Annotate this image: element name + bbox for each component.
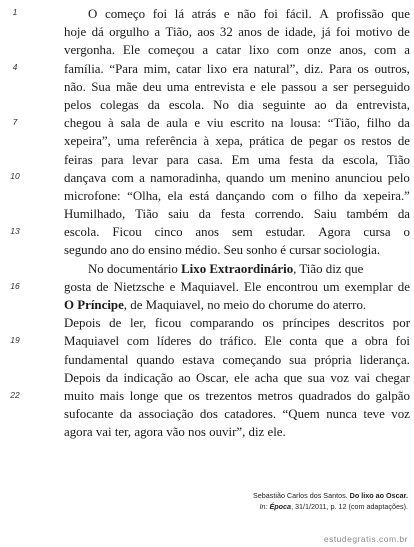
word: xepa, (215, 134, 243, 149)
word: xepeira”, (64, 134, 111, 149)
word: entrevista (194, 79, 245, 94)
word: vai (354, 370, 371, 385)
text-line (64, 96, 410, 114)
word: de (147, 116, 160, 131)
word: foi (263, 7, 278, 21)
word: microfone: (64, 188, 121, 203)
word: profissão (336, 7, 384, 21)
word: e (223, 7, 230, 21)
word: da (105, 370, 119, 385)
text-line (64, 114, 410, 132)
paragraph-1 (64, 5, 410, 260)
text-line (64, 369, 410, 387)
word: levar (132, 152, 158, 167)
word: tráfico. (219, 334, 257, 349)
word: Depois (64, 370, 101, 385)
word: à (203, 134, 210, 149)
word: voz (330, 370, 349, 385)
word: estudar. (265, 225, 306, 240)
word: que (391, 7, 410, 21)
word: da (119, 407, 132, 422)
word: já (321, 25, 331, 40)
word: que (325, 334, 344, 349)
word: lá (174, 7, 185, 21)
word: sem (231, 225, 253, 240)
word: um (323, 279, 340, 294)
word: sua (307, 370, 325, 385)
word: Tião (135, 207, 159, 222)
word: os (262, 316, 274, 331)
word: Ele (122, 43, 141, 58)
word: príncipes (282, 316, 330, 331)
word: uma (166, 79, 189, 94)
line-number-16: 16 (10, 281, 20, 291)
word: filho (313, 188, 338, 203)
word: os (357, 61, 369, 76)
text-line: segundo ano do ensino médio. Seu sonho é cursar sociologia. (64, 243, 381, 258)
word: anos, (339, 43, 367, 58)
word: um (269, 170, 286, 185)
word: Humilhado, (64, 207, 126, 222)
word: Tião, (165, 25, 192, 40)
text-line (64, 23, 410, 41)
word: galpão (375, 388, 410, 403)
word: lixo (206, 61, 227, 76)
word: ficou (154, 316, 182, 331)
word: a (321, 79, 328, 94)
word: metros (257, 388, 293, 403)
word: e (169, 279, 176, 294)
text-line (64, 223, 410, 241)
word: com (111, 170, 134, 185)
word: vergonha. (64, 43, 115, 58)
word: exemplar (344, 279, 393, 294)
word: lixo (248, 43, 270, 58)
line-number-22: 22 (10, 390, 20, 400)
word: não (237, 7, 256, 21)
word: associação (138, 407, 194, 422)
book-title: O Príncipe (64, 298, 124, 312)
word: da (321, 152, 335, 167)
word: Nietzsche (113, 279, 165, 294)
word: namoradinha, (150, 170, 221, 185)
text-line (64, 296, 410, 314)
word: líderes (156, 334, 192, 349)
word: a (202, 43, 209, 58)
word: sufocante (64, 407, 114, 422)
word: a (351, 334, 358, 349)
word: diz. (304, 61, 324, 76)
word: deu (142, 79, 162, 94)
word: a (139, 170, 145, 185)
word: trezentos (205, 388, 252, 403)
word: sala (120, 116, 141, 131)
word: não. (64, 79, 86, 94)
word: lousa: (290, 116, 321, 131)
word: longe (129, 388, 159, 403)
text-line (64, 332, 410, 350)
text-run: , de Maquiavel, no meio do chorume do aterro. (123, 298, 367, 312)
word: O (88, 7, 98, 21)
word: menino (291, 170, 330, 185)
word: orgulho (109, 25, 150, 40)
word: correndo. (254, 207, 304, 222)
word: teve (363, 407, 385, 422)
word: de (267, 25, 280, 40)
word: de (109, 316, 122, 331)
word: à (107, 116, 114, 131)
word: dia (237, 97, 254, 112)
word: catar (176, 61, 202, 76)
text-line (64, 132, 410, 150)
word: estava (182, 352, 215, 367)
watermark: estudegratis.com.br (323, 534, 408, 544)
word: Ele (264, 334, 282, 349)
word: da (147, 97, 160, 112)
word: ele (260, 79, 276, 94)
word: Ele (244, 279, 262, 294)
word: perseguido (353, 79, 410, 94)
word: hoje (64, 25, 87, 40)
word: indicação (123, 370, 173, 385)
word: cinco (154, 225, 183, 240)
paragraph-2 (64, 260, 410, 442)
word: entrevista, (356, 97, 410, 112)
word: própria (314, 352, 352, 367)
word: “Quem (282, 407, 320, 422)
word: Ficou (112, 225, 142, 240)
text-run: No documentário (88, 261, 182, 276)
word: passou (281, 79, 317, 94)
word: Maquiavel. (180, 279, 239, 294)
word: da (335, 97, 348, 112)
word: seguinte (262, 97, 306, 112)
text-line (64, 151, 410, 169)
word: chegar (375, 370, 410, 385)
word: na (271, 116, 284, 131)
word: aula (166, 116, 188, 131)
text-line (64, 41, 410, 59)
text-line (64, 60, 410, 78)
word: com (276, 43, 300, 58)
word: Maquiavel (64, 334, 120, 349)
word: dá (91, 25, 104, 40)
word: Depois (64, 316, 101, 331)
word: nunca (326, 407, 357, 422)
word: com (271, 188, 294, 203)
word: escola, (342, 152, 379, 167)
citation-line-2 (178, 501, 408, 512)
word: No (213, 97, 229, 112)
word: muito (64, 388, 95, 403)
word: viu (206, 116, 224, 131)
article-text (64, 5, 410, 442)
word: com (374, 43, 397, 58)
text-line (64, 205, 410, 223)
word: colegas (100, 97, 139, 112)
citation (178, 490, 408, 512)
word: voz (391, 407, 410, 422)
word: para (101, 152, 124, 167)
word: “Olha, (127, 188, 162, 203)
word: do (199, 334, 212, 349)
text-line (64, 169, 410, 187)
text-line: agora vai ter, agora vão nos ouvir”, diz ele. (64, 425, 286, 440)
citation-title: Do lixo ao Oscar. (349, 491, 408, 500)
word: catar (216, 43, 242, 58)
word: ela (167, 188, 183, 203)
word: foi (152, 7, 168, 21)
word: “Para (109, 61, 138, 76)
word: os (188, 388, 200, 403)
word: festa (288, 152, 314, 167)
word: começando (222, 352, 282, 367)
word: da (397, 207, 410, 222)
word: obra (364, 334, 388, 349)
word: de (290, 134, 303, 149)
word: dos (199, 407, 218, 422)
word: começo (105, 7, 146, 21)
word: escrito (230, 116, 265, 131)
word: prática (249, 134, 285, 149)
word: e (249, 79, 256, 94)
word: uma (258, 152, 281, 167)
word: mãe (115, 79, 138, 94)
text-line (64, 260, 410, 278)
word: da (344, 188, 357, 203)
word: pelos (64, 97, 92, 112)
word: a (404, 43, 410, 58)
word: ser (332, 79, 348, 94)
line-number-1: 1 (12, 7, 18, 17)
word: Tião (386, 152, 410, 167)
documentary-title: Lixo Extraordinário (181, 261, 294, 276)
word: saiu (168, 207, 189, 222)
line-number-4: 4 (12, 62, 18, 72)
word: Em (231, 152, 250, 167)
word: da (397, 116, 410, 131)
word: e (194, 116, 201, 131)
word: acha (254, 370, 279, 385)
word: liderança. (359, 352, 410, 367)
text-line (64, 314, 410, 332)
word: o (300, 188, 307, 203)
line-number-13: 13 (10, 226, 20, 236)
word: dançando (215, 188, 266, 203)
word: para (166, 152, 189, 167)
word: quando (136, 352, 175, 367)
word: era (232, 61, 249, 76)
text-line (64, 5, 410, 23)
text-line (64, 187, 410, 205)
word: começou (147, 43, 195, 58)
text-line (64, 405, 410, 423)
word: pelo (387, 170, 410, 185)
word: fundamental (64, 352, 129, 367)
word: ele (234, 370, 250, 385)
word: o (403, 225, 410, 240)
word: outros, (374, 61, 410, 76)
word: 32 (219, 25, 233, 40)
word: A (319, 7, 329, 21)
word: do (357, 388, 370, 403)
word: está (189, 188, 210, 203)
word: dançava (64, 170, 107, 185)
word: filho (366, 116, 391, 131)
word: pegar (308, 134, 338, 149)
text-line (64, 387, 410, 405)
word: mais (99, 388, 125, 403)
word: feiras (64, 152, 93, 167)
word: onze (307, 43, 332, 58)
word: atrás (191, 7, 217, 21)
word: mim, (143, 61, 171, 76)
word: quadrados (298, 388, 352, 403)
word: quando (226, 170, 264, 185)
word: ler, (129, 316, 147, 331)
word: escola. (168, 97, 205, 112)
citation-author: Sebastião Carlos dos Santos. (252, 491, 348, 500)
text-run: , Tião diz que (293, 261, 364, 276)
word: xepeira.” (363, 188, 410, 203)
word: Agora (318, 225, 351, 240)
word: de (96, 279, 109, 294)
word: sua (289, 352, 307, 367)
line-number-19: 19 (10, 335, 20, 345)
word: chegou (64, 116, 102, 131)
word: Para (328, 61, 352, 76)
word: Saiu (313, 207, 337, 222)
word: casa. (197, 152, 223, 167)
word: que (283, 370, 303, 385)
word: Oscar, (195, 370, 229, 385)
word: família. (64, 61, 104, 76)
citation-in-label: In: (259, 502, 268, 511)
line-number-10: 10 (10, 171, 20, 181)
text-line (64, 351, 410, 369)
word: cursa (363, 225, 391, 240)
citation-details: , 31/1/2011, p. 12 (com adaptações). (291, 502, 408, 511)
citation-source: Época (269, 502, 292, 511)
word: aos (197, 25, 215, 40)
word: anunciou (335, 170, 383, 185)
citation-line-1 (178, 490, 408, 501)
word: foi (395, 334, 410, 349)
line-number-7: 7 (12, 117, 18, 127)
word: referência (145, 134, 198, 149)
word: motivo (355, 25, 393, 40)
word: gosta (64, 279, 92, 294)
word: os (343, 134, 356, 149)
word: conta (289, 334, 318, 349)
word: de (397, 279, 410, 294)
text-line (64, 78, 410, 96)
word: que (164, 388, 183, 403)
word: de (397, 25, 410, 40)
word: escola. (64, 225, 100, 240)
word: encontrou (266, 279, 318, 294)
word: foi (336, 25, 351, 40)
word: com (126, 334, 150, 349)
word: “Tião, (327, 116, 360, 131)
text-line (64, 278, 410, 296)
word: comparando (190, 316, 254, 331)
word: ao (178, 370, 191, 385)
word: Sua (91, 79, 111, 94)
word: a (154, 25, 161, 40)
word: restos (361, 134, 392, 149)
word: idade, (284, 25, 316, 40)
word: por (392, 316, 410, 331)
word: fácil. (285, 7, 312, 21)
word: da (198, 207, 211, 222)
word: de (397, 134, 410, 149)
word: descritos (338, 316, 385, 331)
word: também (346, 207, 388, 222)
word: catadores. (224, 407, 277, 422)
word: festa (220, 207, 245, 222)
word: uma (117, 134, 140, 149)
word: ao (314, 97, 327, 112)
word: anos (195, 225, 220, 240)
word: anos (238, 25, 262, 40)
word: natural”, (253, 61, 299, 76)
